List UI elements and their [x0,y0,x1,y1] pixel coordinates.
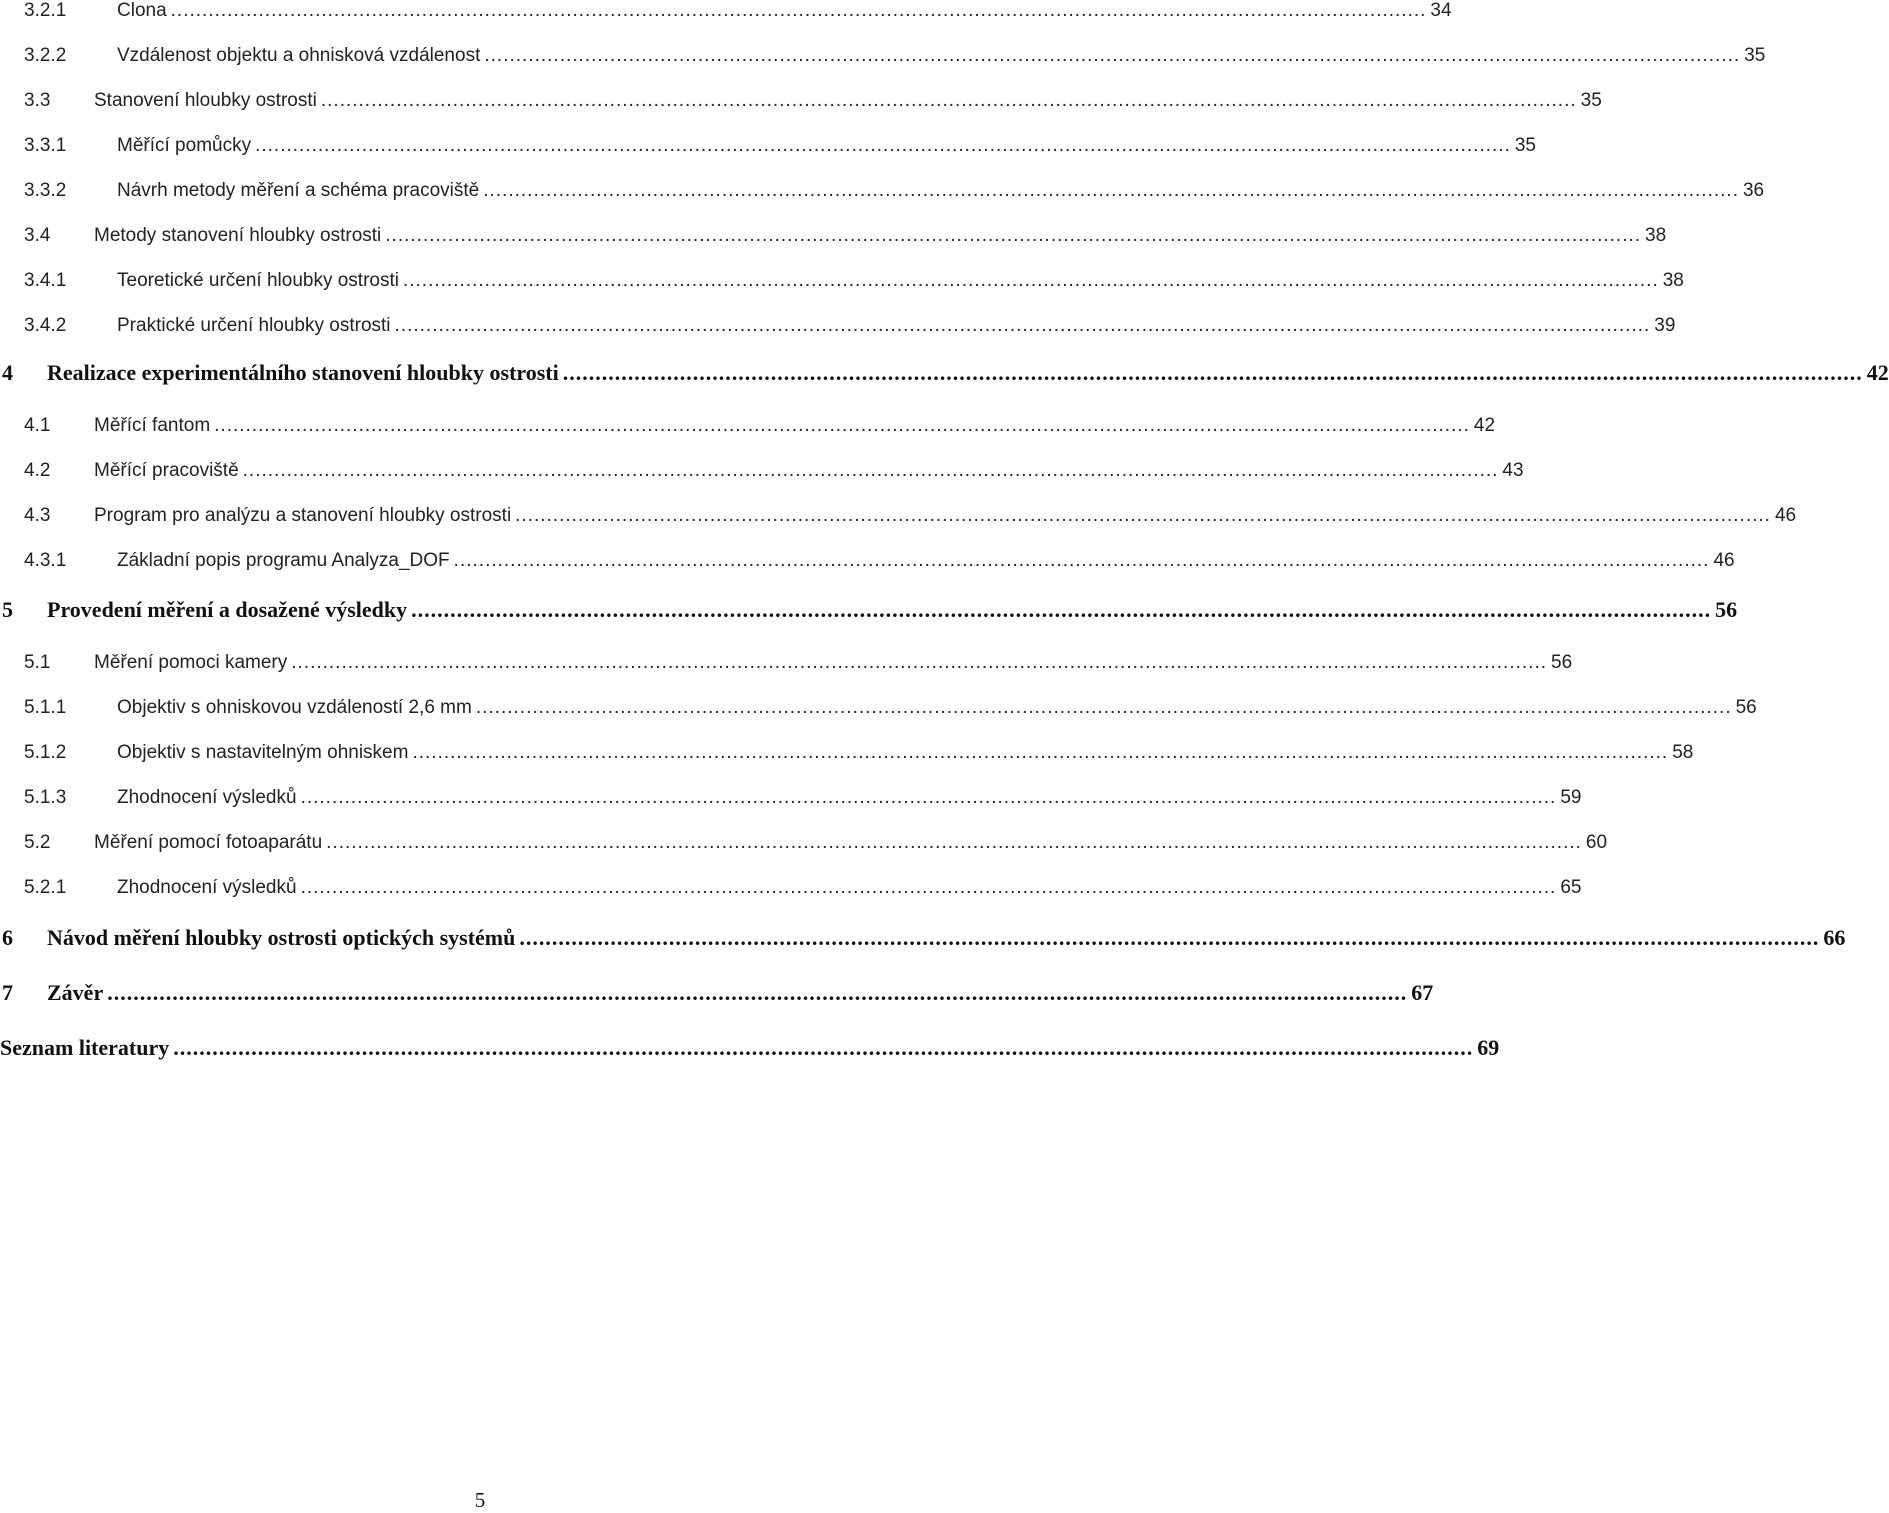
toc-entry-page: 59 [1560,787,1582,808]
toc-entry[interactable] [0,925,1846,955]
toc-entry[interactable] [0,225,1667,255]
toc-leader-dots: ........................................................................................................................................................................................................ [326,832,1582,853]
toc-entry-page: 42 [1866,360,1889,385]
toc-entry-title: Realizace experimentálního stanovení hloubky ostrosti [47,360,559,385]
toc-leader-dots: ........................................................................................................................................................................................................ [173,1035,1474,1060]
toc-entry-title: Stanovení hloubky ostrosti [94,90,317,111]
toc-entry-title: Seznam literatury [0,1035,170,1060]
toc-leader-dots: ........................................................................................................................................................................................................ [170,0,1427,21]
toc-entry-title: Objektiv s nastavitelným ohniskem [117,742,409,763]
toc-entry-page: 56 [1715,597,1738,622]
toc-entry-title: Provedení měření a dosažené výsledky [47,597,408,622]
toc-entry-page: 69 [1477,1035,1500,1060]
toc-entry[interactable] [0,550,1735,580]
toc-entry-page: 39 [1654,315,1676,336]
toc-entry[interactable] [0,505,1797,535]
toc-entry-number: 5 [2,597,13,622]
toc-entry[interactable] [0,315,1676,345]
toc-entry-number: 3.2.1 [24,0,67,21]
toc-entry-title: Závěr [47,980,104,1005]
toc-leader-dots: ........................................................................................................................................................................................................ [475,697,1732,718]
toc-entry-number: 3.3.1 [24,135,67,156]
toc-entry-page: 56 [1551,652,1573,673]
toc-entry-page: 46 [1713,550,1735,571]
toc-entry-page: 35 [1580,90,1602,111]
toc-leader-dots: ........................................................................................................................................................................................................ [300,787,1557,808]
toc-entry-page: 46 [1774,505,1797,526]
toc-leader-dots: ........................................................................................................................................................................................................ [562,360,1863,385]
toc-entry[interactable] [0,460,1524,490]
toc-entry-title: Měřící pracoviště [94,460,239,481]
toc-entry-page: 38 [1645,225,1667,246]
toc-entry[interactable] [0,697,1757,727]
toc-entry-page: 67 [1411,980,1434,1005]
toc-entry[interactable] [0,980,1434,1010]
toc-entry-number: 5.1.2 [24,742,67,763]
toc-entry-title: Clona [117,0,167,21]
toc-entry-page: 60 [1585,832,1608,853]
toc-entry[interactable] [0,45,1766,75]
toc-entry-page: 58 [1672,742,1694,763]
toc-entry[interactable] [0,787,1582,817]
toc-entry-number: 3.4 [24,225,51,246]
toc-entry[interactable] [0,0,1452,30]
toc-entry-title: Měření pomocí fotoaparátu [94,832,323,853]
toc-entry[interactable] [0,415,1496,445]
toc-entry-page: 35 [1744,45,1766,66]
toc-entry[interactable] [0,1035,1500,1065]
toc-entry[interactable] [0,270,1684,300]
toc-entry-number: 5.2 [24,832,51,853]
toc-entry-number: 6 [2,925,13,950]
toc-entry-number: 3.4.1 [24,270,67,291]
toc-leader-dots: ........................................................................................................................................................................................................ [394,315,1651,336]
toc-leader-dots: ........................................................................................................................................................................................................ [412,742,1669,763]
toc-entry[interactable] [0,877,1582,907]
toc-entry-title: Návod měření hloubky ostrosti optických systémů [47,925,516,950]
toc-leader-dots: ........................................................................................................................................................................................................ [300,877,1557,898]
toc-leader-dots: ........................................................................................................................................................................................................ [255,135,1511,156]
toc-entry[interactable] [0,742,1694,772]
toc-leader-dots: ........................................................................................................................................................................................................ [385,225,1642,246]
toc-entry-title: Návrh metody měření a schéma pracoviště [117,180,480,201]
toc-entry-number: 3.3 [24,90,51,111]
toc-entry-number: 7 [2,980,13,1005]
toc-entry-number: 3.3.2 [24,180,67,201]
toc-entry-title: Vzdálenost objektu a ohnisková vzdálenost [117,45,481,66]
toc-entry-number: 5.1.3 [24,787,67,808]
toc-entry-number: 4.2 [24,460,51,481]
toc-entry-title: Měřící fantom [94,415,211,436]
toc-leader-dots: ........................................................................................................................................................................................................ [320,90,1577,111]
toc-entry-title: Zhodnocení výsledků [117,877,297,898]
toc-entry-number: 5.1.1 [24,697,67,718]
toc-entry-number: 5.2.1 [24,877,67,898]
toc-entry-page: 43 [1502,460,1524,481]
toc-entry-title: Metody stanovení hloubky ostrosti [94,225,382,246]
toc-entry-number: 4.3.1 [24,550,67,571]
toc-leader-dots: ........................................................................................................................................................................................................ [107,980,1408,1005]
toc-leader-dots: ........................................................................................................................................................................................................ [214,415,1470,436]
toc-entry-page: 35 [1514,135,1536,156]
toc-entry-title: Praktické určení hloubky ostrosti [117,315,391,336]
toc-entry[interactable] [0,360,1889,390]
toc-entry-number: 3.2.2 [24,45,67,66]
toc-leader-dots: ........................................................................................................................................................................................................ [453,550,1710,571]
toc-entry-title: Program pro analýzu a stanovení hloubky ostrosti [94,505,512,526]
toc-entry-title: Měření pomoci kamery [94,652,288,673]
toc-entry-page: 34 [1430,0,1452,21]
toc-entry-page: 42 [1473,415,1496,436]
toc-entry-title: Základní popis programu Analyza_DOF [117,550,450,571]
toc-entry[interactable] [0,90,1602,120]
toc-leader-dots: ........................................................................................................................................................................................................ [402,270,1659,291]
toc-entry-page: 56 [1735,697,1757,718]
toc-entry-number: 3.4.2 [24,315,67,336]
toc-entry-title: Objektiv s ohniskovou vzdáleností 2,6 mm [117,697,472,718]
toc-entry-page: 66 [1823,925,1846,950]
toc-entry-title: Měřící pomůcky [117,135,252,156]
toc-entry-title: Zhodnocení výsledků [117,787,297,808]
toc-leader-dots: ........................................................................................................................................................................................................ [483,180,1739,201]
toc-leader-dots: ........................................................................................................................................................................................................ [242,460,1499,481]
toc-entry-number: 4.3 [24,505,51,526]
toc-entry[interactable] [0,180,1765,210]
toc-entry[interactable] [0,135,1536,165]
toc-leader-dots: ........................................................................................................................................................................................................ [411,597,1712,622]
toc-leader-dots: ........................................................................................................................................................................................................ [519,925,1820,950]
toc-entry-page: 36 [1742,180,1765,201]
toc-leader-dots: ........................................................................................................................................................................................................ [484,45,1741,66]
toc-leader-dots: ........................................................................................................................................................................................................ [291,652,1547,673]
toc-entry[interactable] [0,832,1608,862]
page-number: 5 [474,1488,486,1512]
toc-entry[interactable] [0,652,1573,682]
toc-entry[interactable] [0,597,1738,627]
toc-entry-page: 65 [1560,877,1582,898]
toc-entry-number: 4 [2,360,13,385]
toc-entry-title: Teoretické určení hloubky ostrosti [117,270,399,291]
toc-leader-dots: ........................................................................................................................................................................................................ [515,505,1771,526]
toc-entry-number: 5.1 [24,652,51,673]
toc-entry-page: 38 [1662,270,1684,291]
toc-entry-number: 4.1 [24,415,51,436]
